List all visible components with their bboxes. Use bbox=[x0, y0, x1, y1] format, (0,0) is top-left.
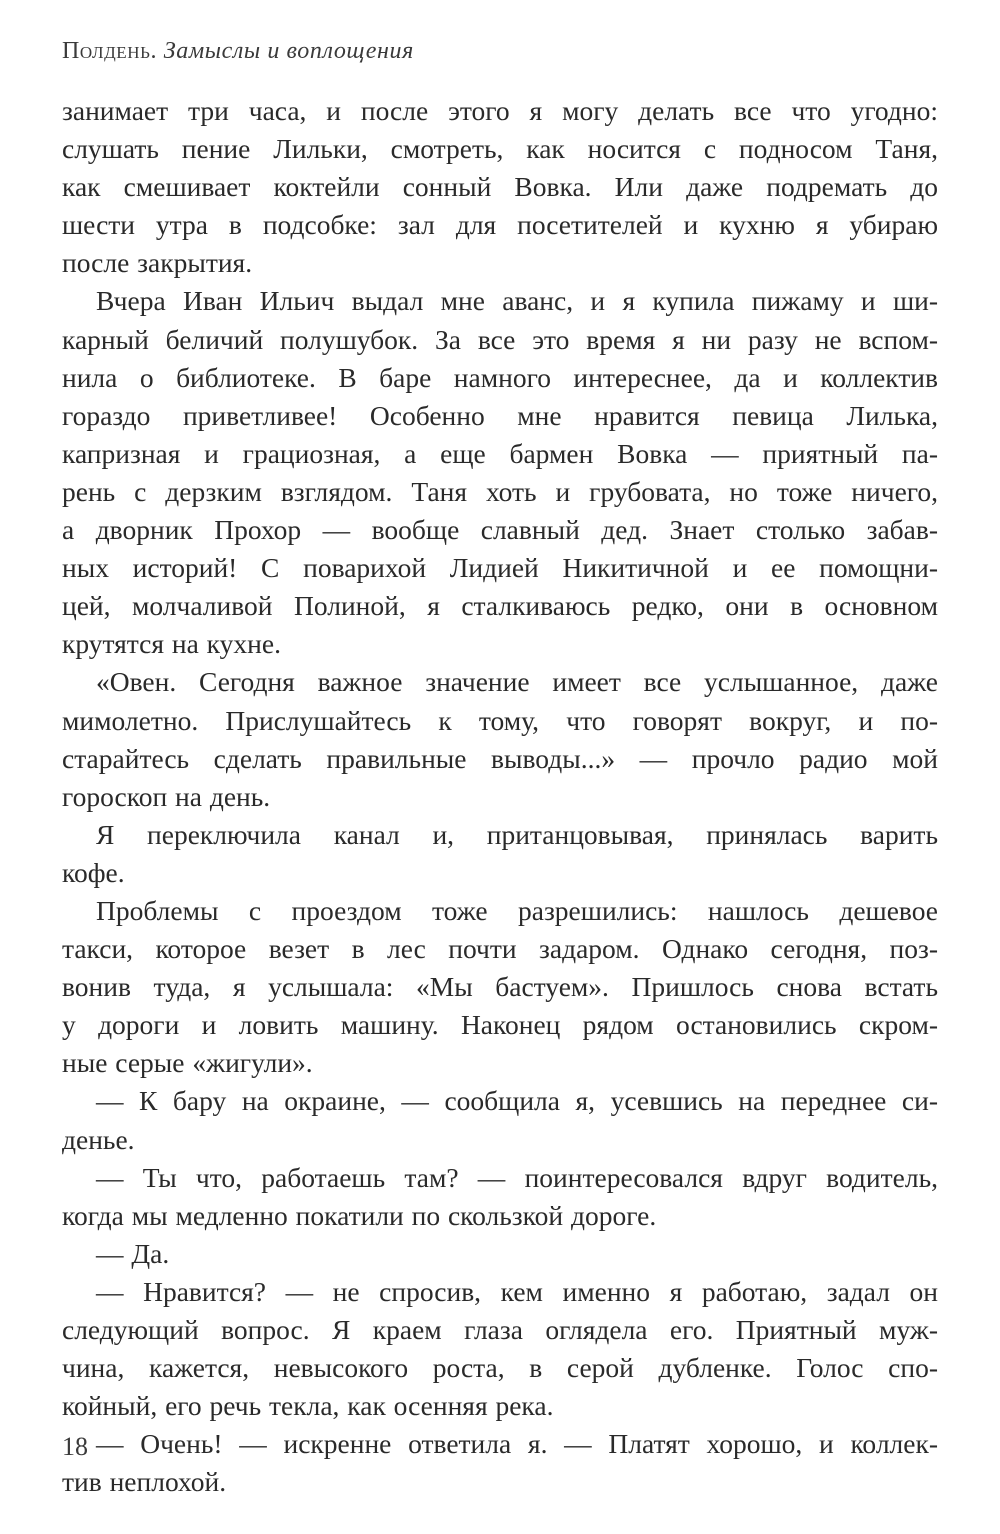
text-line: чина, кажется, невысокого роста, в серой дубленке. Голос спо- bbox=[62, 1352, 938, 1384]
text-line: — Да. bbox=[96, 1237, 170, 1269]
text-line: тив неплохой. bbox=[62, 1466, 227, 1498]
text-line: а дворник Прохор — вообще славный дед. Знает столько забав- bbox=[62, 514, 938, 546]
text-line: как смешивает коктейли сонный Вовка. Или даже подремать до bbox=[62, 171, 938, 203]
text-line: гороскоп на день. bbox=[62, 780, 271, 812]
running-head-title: Замыслы и воплощения bbox=[163, 38, 414, 64]
text-line: — Ты что, работаешь там? — поинтересовался вдруг водитель, bbox=[96, 1161, 938, 1193]
text-line: — Нравится? — не спросив, кем именно я работаю, задал он bbox=[96, 1275, 938, 1307]
text-line: — К бару на окраине, — сообщила я, усевшись на переднее си- bbox=[96, 1085, 938, 1117]
text-line: слушать пение Лильки, смотреть, как носится с подносом Таня, bbox=[62, 133, 938, 165]
text-line: у дороги и ловить машину. Наконец рядом остановились скром- bbox=[62, 1009, 938, 1041]
text-line: карный беличий полушубок. За все это время я ни разу не вспом- bbox=[62, 323, 938, 355]
text-line: цей, молчаливой Полиной, я сталкиваюсь редко, они в основном bbox=[62, 590, 938, 622]
text-line: после закрытия. bbox=[62, 247, 253, 279]
text-line: вонив туда, я услышала: «Мы бастуем». Пришлось снова встать bbox=[62, 971, 938, 1003]
text-line: Проблемы с проездом тоже разрешились: нашлось дешевое bbox=[96, 894, 938, 926]
text-line: капризная и грациозная, а еще бармен Вовка — приятный па- bbox=[62, 437, 938, 469]
text-line: — Очень! — искренне ответила я. — Платят хорошо, и коллек- bbox=[96, 1428, 938, 1460]
text-line: мимолетно. Прислушайтесь к тому, что говорят вокруг, и по- bbox=[62, 704, 938, 736]
text-line: ные серые «жигули». bbox=[62, 1047, 313, 1079]
running-head-section: Полдень. bbox=[62, 38, 158, 64]
text-line: кофе. bbox=[62, 856, 125, 888]
text-line: «Овен. Сегодня важное значение имеет все услышанное, даже bbox=[96, 666, 938, 698]
text-line: ных историй! С поварихой Лидией Никитичной и ее помощни- bbox=[62, 552, 938, 584]
book-page bbox=[62, 0, 938, 1534]
text-line: рень с дерзким взглядом. Таня хоть и грубовата, но тоже ничего, bbox=[62, 475, 938, 507]
text-line: крутятся на кухне. bbox=[62, 628, 281, 660]
text-line: занимает три часа, и после этого я могу делать все что угодно: bbox=[62, 95, 938, 126]
text-line: такси, которое везет в лес почти задаром. Однако сегодня, поз- bbox=[62, 933, 938, 965]
text-line: Вчера Иван Ильич выдал мне аванс, и я купила пижаму и ши- bbox=[96, 285, 938, 317]
text-line: койный, его речь текла, как осенняя река. bbox=[62, 1390, 554, 1422]
text-line: когда мы медленно покатили по скользкой дороге. bbox=[62, 1199, 657, 1231]
text-line: следующий вопрос. Я краем глаза оглядела его. Приятный муж- bbox=[62, 1314, 938, 1345]
text-line: Я переключила канал и, пританцовывая, принялась варить bbox=[96, 818, 938, 850]
text-line: шести утра в подсобке: зал для посетителей и кухню я убираю bbox=[62, 209, 938, 241]
page-number: 18 bbox=[62, 1432, 88, 1461]
text-line: нила о библиотеке. В баре намного интереснее, да и коллектив bbox=[62, 361, 938, 393]
text-line: гораздо приветливее! Особенно мне нравится певица Лилька, bbox=[62, 399, 938, 431]
running-head bbox=[62, 38, 414, 65]
body-text bbox=[62, 92, 938, 1501]
text-line: денье. bbox=[62, 1123, 135, 1155]
text-line: старайтесь сделать правильные выводы...» — прочло радио мой bbox=[62, 742, 938, 774]
